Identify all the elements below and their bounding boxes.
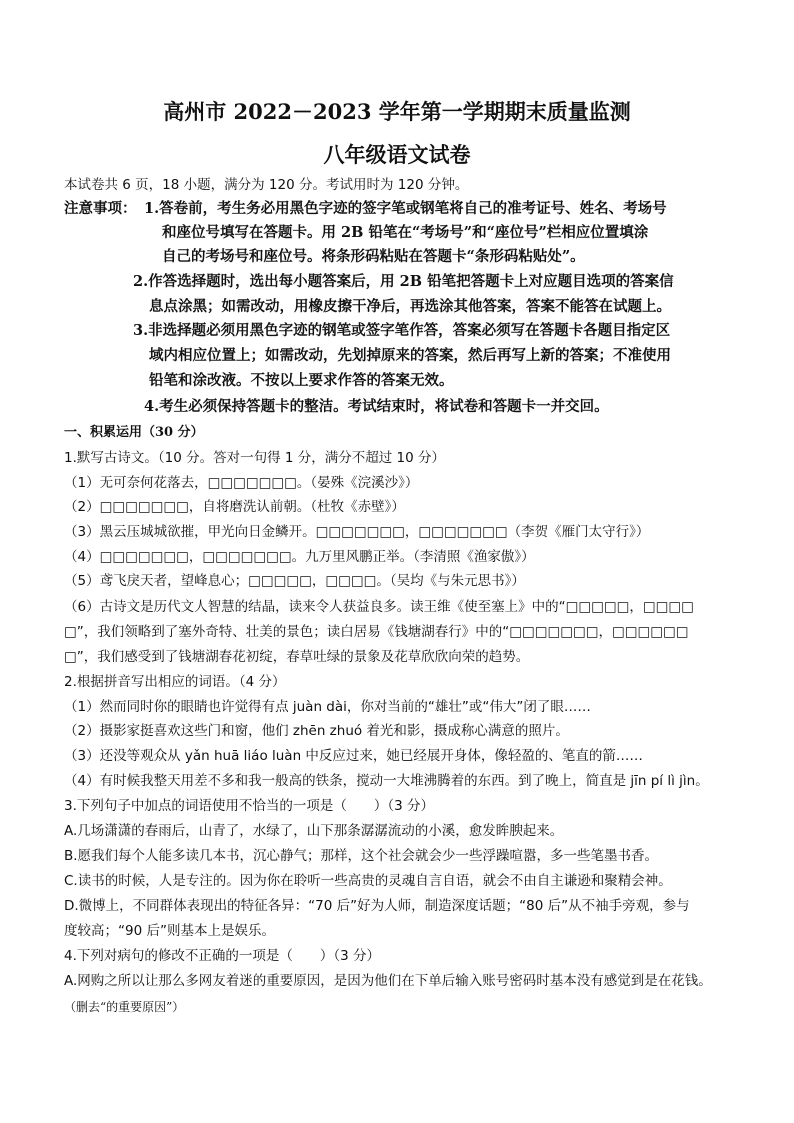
notice-item-3-line-1: 3.非选择题必须用黑色字迹的钢笔或签字笔作答，答案必须写在答题卡各题目指定区 <box>133 322 671 339</box>
q3-option-b: B.愿我们每个人能多读几本书，沉心静气；那样，这个社会就会少一些浮躁喧嚣，多一些笔墨书香。 <box>64 848 659 864</box>
q2-item-4: （4）有时候我整天用差不多和我一般高的铁条，搅动一大堆沸腾着的东西。到了晚上，简直是 jīn pí lì jìn。 <box>64 773 709 789</box>
exam-intro: 本试卷共 6 页，18 小题，满分为 120 分。考试用时为 120 分钟。 <box>64 177 469 193</box>
q3-option-d-line-2: 度较高；“90 后”则基本上是娱乐。 <box>64 923 275 939</box>
notice-label: 注意事项： <box>64 200 137 217</box>
q2-item-1: （1）然而同时你的眼睛也许觉得有点 juàn dài，你对当前的“雄壮”或“伟大”闭了眼…… <box>64 699 591 715</box>
q3-option-a: A.几场潇潇的春雨后，山青了，水绿了，山下那条潺潺流动的小溪，愈发眸腴起来。 <box>64 823 564 839</box>
notice-item-2-line-1: 2.作答选择题时，选出每小题答案后，用 2B 铅笔把答题卡上对应题目选项的答案信 <box>133 273 674 290</box>
notice-item-1-line-3: 自己的考场号和座位号。将条形码粘贴在答题卡“条形码粘贴处”。 <box>162 248 585 265</box>
q4-option-a: A.网购之所以让那么多网友着迷的重要原因，是因为他们在下单后输入账号密码时基本没有感觉到是在花钱。 <box>64 973 712 989</box>
q1-item-3: （3）黑云压城城欲摧，甲光向日金鳞开。□□□□□□□，□□□□□□□（李贺《雁门太守行》） <box>64 524 650 540</box>
exam-title: 高州市 2022－2023 学年第一学期期末质量监测 <box>163 99 631 124</box>
notice-item-2-line-2: 息点涂黑；如需改动，用橡皮擦干净后，再选涂其他答案，答案不能答在试题上。 <box>149 298 671 315</box>
q1-item-1: （1）无可奈何花落去，□□□□□□□。（晏殊《浣溪沙》） <box>64 475 419 491</box>
q1-item-5: （5）鸢飞戾天者，望峰息心；□□□□□，□□□□。（吴均《与朱元思书》） <box>64 573 525 589</box>
q2-stem: 2.根据拼音写出相应的词语。（4 分） <box>64 674 286 690</box>
q1-stem: 1.默写古诗文。（10 分。答对一句得 1 分，满分不超过 10 分） <box>64 450 446 466</box>
q2-item-3: （3）还没等观众从 yǎn huā liáo luàn 中反应过来，她已经展开身体，像轻盈的、笔直的箭…… <box>64 748 643 764</box>
q1-item-6-line-1: （6）古诗文是历代文人智慧的结晶，读来令人获益良多。读王维《使至塞上》中的“□□□□□，□□□□ <box>64 599 694 615</box>
q3-stem: 3.下列句子中加点的词语使用不恰当的一项是（ ）（3 分） <box>64 798 435 814</box>
section-1-heading: 一、积累运用（30 分） <box>64 425 204 440</box>
q4-option-a-note: （删去“的重要原因”） <box>64 1000 185 1014</box>
exam-subtitle: 八年级语文试卷 <box>323 142 471 167</box>
q4-stem: 4.下列对病句的修改不正确的一项是（ ）（3 分） <box>64 948 381 964</box>
q1-item-2: （2）□□□□□□□，自将磨洗认前朝。（杜牧《赤壁》） <box>64 499 405 515</box>
q1-item-6-line-3: □”，我们感受到了钱塘湖春花初绽，春草吐绿的景象及花草欣欣向荣的趋势。 <box>64 649 530 665</box>
notice-item-3-line-2: 域内相应位置上；如需改动，先划掉原来的答案，然后再写上新的答案；不准使用 <box>149 347 671 364</box>
notice-item-1-line-2: 和座位号填写在答题卡。用 2B 铅笔在“考场号”和“座位号”栏相应位置填涂 <box>162 224 649 241</box>
q1-item-6-line-2: □”，我们领略到了塞外奇特、壮美的景色；读白居易《钱塘湖春行》中的“□□□□□□□，□□□□□□ <box>64 624 689 640</box>
q1-item-4: （4）□□□□□□□，□□□□□□□。九万里风鹏正举。（李清照《渔家傲》） <box>64 549 535 565</box>
notice-item-4: 4.考生必须保持答题卡的整洁。考试结束时，将试卷和答题卡一并交回。 <box>144 398 609 415</box>
q3-option-c: C.读书的时候，人是专注的。因为你在聆听一些高贵的灵魂自言自语，就会不由自主谦逊和聚精会神。 <box>64 873 672 889</box>
notice-item-3-line-3: 铅笔和涂改液。不按以上要求作答的答案无效。 <box>149 372 454 389</box>
q3-option-d-line-1: D.微博上，不同群体表现出的特征各异：“70 后”好为人师，制造深度话题；“80 后”从不袖手旁观，参与 <box>64 898 690 914</box>
notice-item-1-line-1: 1.答卷前，考生务必用黑色字迹的签字笔或钢笔将自己的准考证号、姓名、考场号 <box>144 200 667 217</box>
q2-item-2: （2）摄影家挺喜欢这些门和窗，他们 zhēn zhuó 着光和影，摄成称心满意的照片。 <box>64 723 569 739</box>
